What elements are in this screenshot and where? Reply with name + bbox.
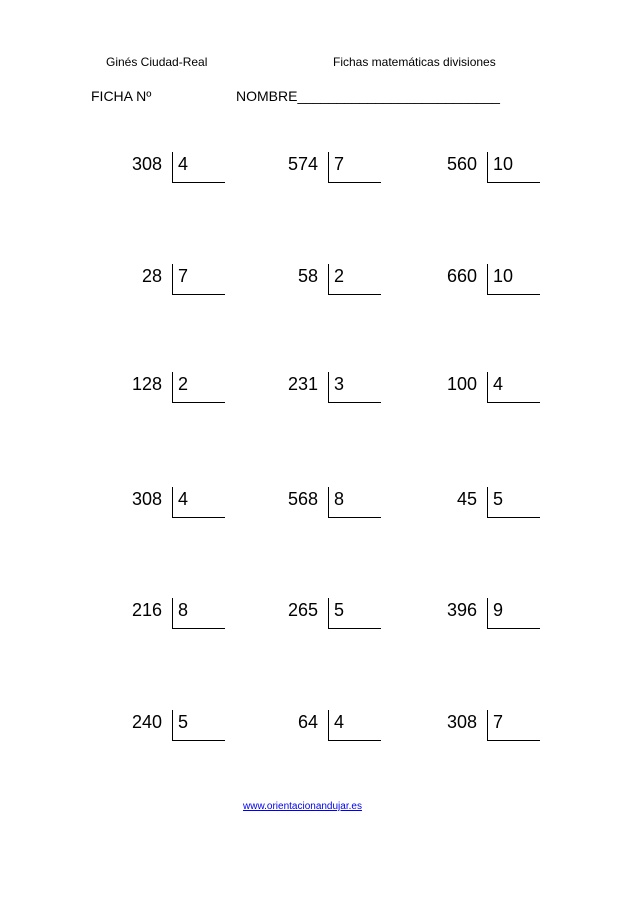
divisor: 10 bbox=[493, 266, 514, 286]
division-bracket[interactable] bbox=[328, 372, 381, 403]
worksheet-title: Fichas matemáticas divisiones bbox=[333, 55, 496, 69]
dividend: 240 bbox=[131, 712, 162, 732]
division-bracket[interactable] bbox=[328, 710, 381, 741]
dividend: 64 bbox=[297, 712, 318, 732]
name-field: NOMBRE__________________________ bbox=[236, 88, 500, 104]
division-bracket[interactable] bbox=[487, 710, 540, 741]
division-bracket[interactable] bbox=[328, 487, 381, 518]
divisor: 9 bbox=[493, 600, 504, 620]
division-bracket[interactable] bbox=[172, 487, 225, 518]
divisor: 3 bbox=[334, 374, 345, 394]
dividend: 308 bbox=[446, 712, 477, 732]
ficha-number-label: FICHA Nº bbox=[91, 88, 152, 104]
dividend: 128 bbox=[131, 374, 162, 394]
division-bracket[interactable] bbox=[487, 598, 540, 629]
dividend: 396 bbox=[446, 600, 477, 620]
dividend: 231 bbox=[287, 374, 318, 394]
dividend: 568 bbox=[287, 489, 318, 509]
dividend: 560 bbox=[446, 154, 477, 174]
divisor: 2 bbox=[178, 374, 189, 394]
division-bracket[interactable] bbox=[328, 152, 381, 183]
divisor: 4 bbox=[334, 712, 345, 732]
dividend: 308 bbox=[131, 154, 162, 174]
dividend: 308 bbox=[131, 489, 162, 509]
divisor: 8 bbox=[178, 600, 189, 620]
dividend: 100 bbox=[446, 374, 477, 394]
divisor: 4 bbox=[178, 489, 189, 509]
divisor: 5 bbox=[178, 712, 189, 732]
divisor: 8 bbox=[334, 489, 345, 509]
division-bracket[interactable] bbox=[328, 264, 381, 295]
division-bracket[interactable] bbox=[328, 598, 381, 629]
dividend: 216 bbox=[131, 600, 162, 620]
division-bracket[interactable] bbox=[172, 372, 225, 403]
divisor: 7 bbox=[493, 712, 504, 732]
divisor: 5 bbox=[493, 489, 504, 509]
author-name: Ginés Ciudad-Real bbox=[106, 55, 208, 69]
division-bracket[interactable] bbox=[487, 264, 540, 295]
division-bracket[interactable] bbox=[172, 264, 225, 295]
divisor: 7 bbox=[334, 154, 345, 174]
divisor: 2 bbox=[334, 266, 345, 286]
divisor: 7 bbox=[178, 266, 189, 286]
divisor: 4 bbox=[178, 154, 189, 174]
dividend: 58 bbox=[297, 266, 318, 286]
divisor: 4 bbox=[493, 374, 504, 394]
division-bracket[interactable] bbox=[487, 487, 540, 518]
dividend: 574 bbox=[287, 154, 318, 174]
dividend: 265 bbox=[287, 600, 318, 620]
dividend: 660 bbox=[446, 266, 477, 286]
divisor: 10 bbox=[493, 154, 514, 174]
division-bracket[interactable] bbox=[172, 710, 225, 741]
dividend: 28 bbox=[141, 266, 162, 286]
division-bracket[interactable] bbox=[172, 152, 225, 183]
divisor: 5 bbox=[334, 600, 345, 620]
dividend: 45 bbox=[456, 489, 477, 509]
division-bracket[interactable] bbox=[172, 598, 225, 629]
division-bracket[interactable] bbox=[487, 372, 540, 403]
website-link[interactable]: www.orientacionandujar.es bbox=[243, 801, 362, 812]
division-bracket[interactable] bbox=[487, 152, 540, 183]
